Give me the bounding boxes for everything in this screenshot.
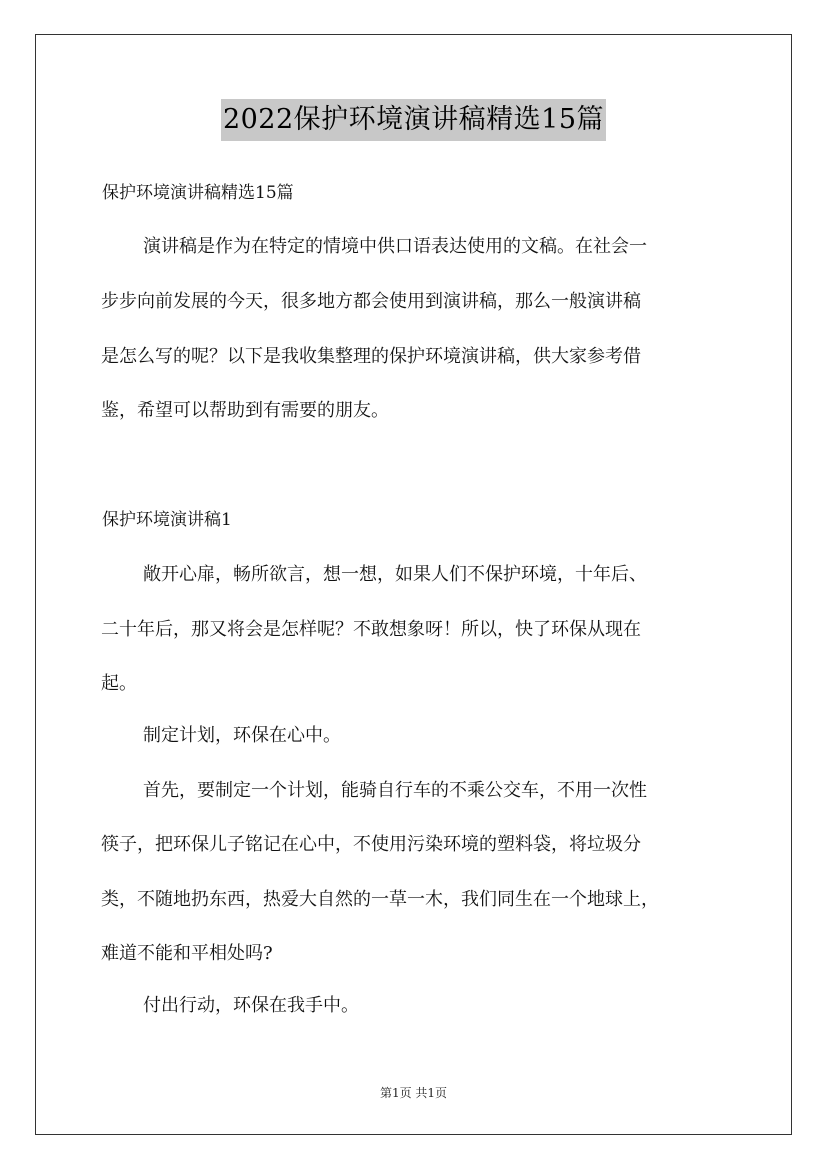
section-heading: 保护环境演讲稿精选15篇 xyxy=(102,183,294,203)
paragraph-line: 演讲稿是作为在特定的情境中供口语表达使用的文稿。在社会一 xyxy=(143,236,647,257)
page-number: 第1页 共1页 xyxy=(379,1086,448,1100)
paragraph-line: 敞开心扉，畅所欲言，想一想，如果人们不保护环境，十年后、 xyxy=(143,564,647,585)
paragraph-line: 步步向前发展的今天，很多地方都会使用到演讲稿，那么一般演讲稿 xyxy=(101,291,641,312)
paragraph-line: 起。 xyxy=(101,673,137,694)
paragraph-line: 筷子，把环保儿子铭记在心中，不使用污染环境的塑料袋，将垃圾分 xyxy=(101,834,641,855)
paragraph-line: 是怎么写的呢？以下是我收集整理的保护环境演讲稿，供大家参考借 xyxy=(101,346,641,367)
paragraph-line: 制定计划，环保在心中。 xyxy=(143,725,341,746)
paragraph-line: 难道不能和平相处吗? xyxy=(101,943,273,964)
section-heading: 保护环境演讲稿1 xyxy=(102,510,232,530)
paragraph-line: 首先，要制定一个计划，能骑自行车的不乘公交车，不用一次性 xyxy=(143,780,647,801)
paragraph-line: 二十年后，那又将会是怎样呢？不敢想象呀！所以，快了环保从现在 xyxy=(101,619,641,640)
paragraph-line: 类，不随地扔东西，热爱大自然的一草一木，我们同生在一个地球上， xyxy=(101,889,659,910)
document-title: 2022保护环境演讲稿精选15篇 xyxy=(221,99,606,141)
paragraph-line: 付出行动，环保在我手中。 xyxy=(143,995,359,1016)
document-title-block xyxy=(0,99,827,141)
paragraph-line: 鉴，希望可以帮助到有需要的朋友。 xyxy=(101,400,389,421)
